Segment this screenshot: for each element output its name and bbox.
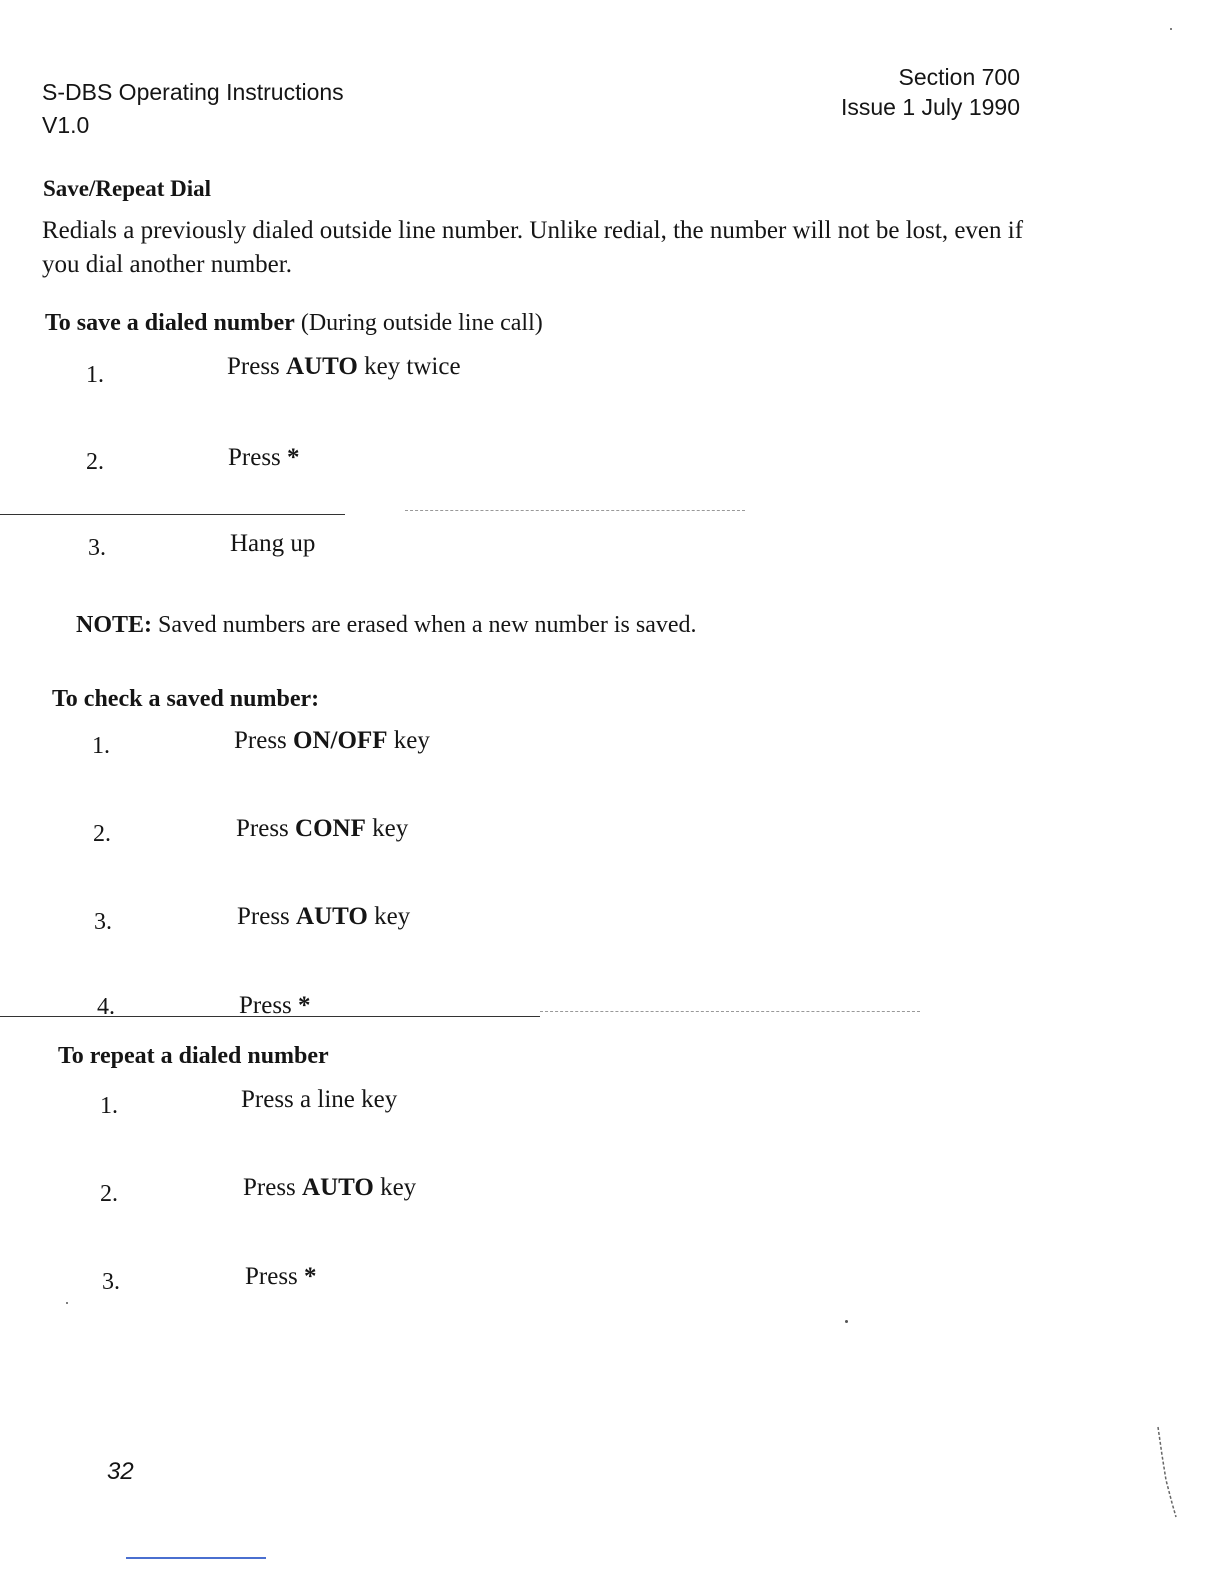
check-step-1-text <box>234 727 430 755</box>
intro-paragraph: Redials a previously dialed outside line number. Unlike redial, the number will not be lost, even if you dial another number. <box>42 217 1024 278</box>
scan-edge-mark <box>1150 1425 1190 1520</box>
issue-date: Issue 1 July 1990 <box>840 94 1020 120</box>
scan-speck-2 <box>66 1302 68 1304</box>
repeat-step-2-post: key <box>373 1174 417 1201</box>
save-step-2-text <box>228 444 300 472</box>
check-step-3-pre: Press <box>237 903 297 930</box>
repeat-step-2-text <box>243 1174 416 1202</box>
save-step-2-key: * <box>287 444 300 471</box>
check-step-3-post: key <box>367 903 411 930</box>
scan-rule-2b <box>540 1011 920 1012</box>
save-step-3-number: 3. <box>88 535 106 561</box>
page-number: 32 <box>107 1458 134 1485</box>
repeat-step-3-text <box>245 1263 317 1291</box>
scan-rule-2 <box>0 1016 540 1017</box>
check-step-2-number: 2. <box>93 821 111 847</box>
check-step-1-number: 1. <box>92 733 110 759</box>
note <box>76 612 697 639</box>
save-step-1-pre: Press <box>227 353 287 380</box>
check-step-2-key: CONF <box>295 815 366 842</box>
repeat-step-3-number: 3. <box>102 1269 120 1295</box>
repeat-step-3-key: * <box>304 1263 317 1290</box>
scan-speck-3 <box>1170 28 1172 30</box>
document-title: S-DBS Operating Instructions <box>42 79 344 105</box>
scan-speck-1 <box>845 1320 848 1323</box>
repeat-step-2-pre: Press <box>243 1174 303 1201</box>
repeat-step-2-number: 2. <box>100 1181 118 1207</box>
check-step-1-key: ON/OFF <box>293 727 388 754</box>
save-step-3-text <box>230 530 315 558</box>
repeat-step-1-pre: Press a line key <box>241 1086 398 1113</box>
save-heading-note: (During outside line call) <box>294 310 543 336</box>
check-step-3-key: AUTO <box>296 903 368 930</box>
save-step-1-number: 1. <box>86 362 104 388</box>
check-step-4-pre: Press <box>239 992 299 1019</box>
check-step-3-text <box>237 903 410 931</box>
page-title: Save/Repeat Dial <box>43 176 212 201</box>
repeat-step-1-number: 1. <box>100 1093 118 1119</box>
note-text: Saved numbers are erased when a new number is saved. <box>152 612 697 638</box>
repeat-step-2-key: AUTO <box>302 1174 374 1201</box>
repeat-heading <box>58 1043 329 1070</box>
check-step-2-text <box>236 815 408 843</box>
document-version: V1.0 <box>42 112 90 138</box>
section-label: Section 700 <box>898 64 1020 90</box>
check-step-1-pre: Press <box>234 727 294 754</box>
save-heading-bold: To save a dialed number <box>45 310 295 336</box>
save-step-1-post: key twice <box>357 353 461 380</box>
save-step-1-text <box>227 353 461 381</box>
check-heading <box>52 686 319 713</box>
note-label: NOTE: <box>76 612 153 638</box>
repeat-step-1-text <box>241 1086 397 1114</box>
repeat-heading-bold: To repeat a dialed number <box>58 1043 329 1069</box>
save-heading <box>45 310 543 337</box>
check-step-4-number: 4. <box>97 994 115 1020</box>
scan-rule-1b <box>405 510 745 511</box>
scan-bottom-line <box>126 1557 266 1559</box>
check-heading-bold: To check a saved number: <box>52 686 320 712</box>
save-step-2-pre: Press <box>228 444 288 471</box>
save-step-3-pre: Hang up <box>230 530 316 557</box>
save-step-1-key: AUTO <box>286 353 358 380</box>
save-step-2-number: 2. <box>86 449 104 475</box>
repeat-step-3-pre: Press <box>245 1263 305 1290</box>
check-step-4-key: * <box>298 992 311 1019</box>
check-step-2-pre: Press <box>236 815 296 842</box>
check-step-3-number: 3. <box>94 909 112 935</box>
header-right <box>841 62 1020 122</box>
check-step-2-post: key <box>365 815 409 842</box>
header-left <box>42 76 344 142</box>
scan-rule-1 <box>0 514 345 515</box>
check-step-1-post: key <box>387 727 430 754</box>
